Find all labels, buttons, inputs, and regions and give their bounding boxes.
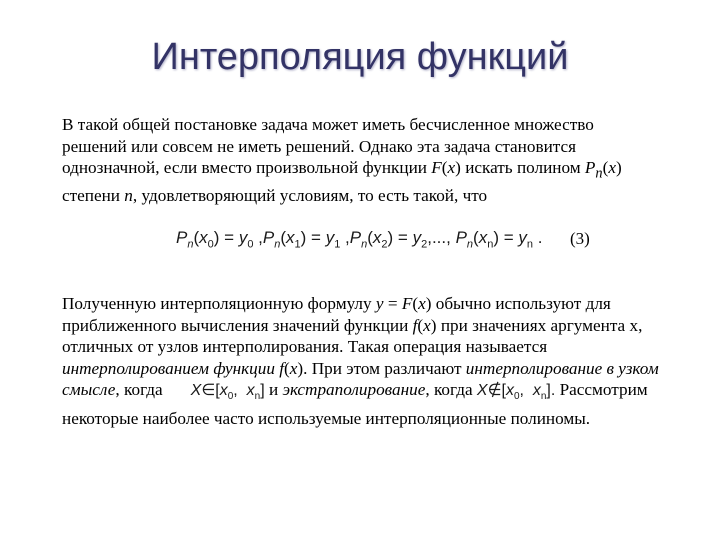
symbol-x: x <box>289 358 298 378</box>
math-x-in-interval: $X\in[x_0$, $x_n$] <box>190 382 265 403</box>
text: ) при значениях аргумента х, отличных от узлов интерполирования. Такая операция называется <box>62 315 643 356</box>
term-function-interpolation: интерполированием функции <box>62 358 280 378</box>
paragraph-usage <box>62 293 662 429</box>
interpolation-conditions-formula: $P_n(x_0) = y_0$ $,P_n(x_1) = y_1$ $,P_n(x_2) = y_2$,..., $P_n(x_n) = y_n$ . <box>176 228 543 251</box>
symbol-y: y <box>375 294 384 313</box>
text: ) степени <box>62 158 622 205</box>
symbol-F: F <box>401 294 413 313</box>
text: = <box>383 294 402 313</box>
symbol-f: f <box>412 315 418 335</box>
text: ) искать полином <box>455 158 585 177</box>
symbol-f: f <box>279 358 284 378</box>
equation-number: (3) <box>570 229 590 248</box>
text: В такой общей постановке задача может иметь бесчисленное множество решений или совсем не иметь решений. Однако эта задача становится однозначной, если вместо произвольной функции <box>62 115 594 177</box>
text: , когда <box>425 380 477 399</box>
math-x-not-in-interval: $X\notin[x_0$, $x_n$]. <box>476 382 556 403</box>
text: ( <box>417 315 424 335</box>
symbol-F: F <box>431 158 442 177</box>
text: ( <box>602 158 609 177</box>
text: и <box>264 380 283 399</box>
text: , удовлетворяющий условиям, то есть такой, что <box>132 185 488 205</box>
text: , когда <box>115 380 163 399</box>
symbol-P: P <box>584 158 596 177</box>
paragraph-intro <box>62 114 662 206</box>
symbol-n: n <box>124 185 133 205</box>
text: ( <box>284 358 290 378</box>
term-narrow-interpolation: интерполирование в узком смысле <box>62 358 659 399</box>
symbol-x: x <box>447 158 456 177</box>
text: ). При этом различают <box>297 358 466 378</box>
text: Полученную интерполяционную формулу <box>62 294 376 313</box>
symbol-x: x <box>418 294 426 313</box>
symbol-x: x <box>608 158 616 177</box>
text: Рассмотрим некоторые наиболее часто используемые интерполяционные полиномы. <box>62 380 648 428</box>
text: ( <box>441 158 448 177</box>
subscript-n: n <box>595 165 603 182</box>
text: ) обычно используют для приближенного вычисления значений функции <box>62 294 611 335</box>
symbol-x: x <box>423 315 431 335</box>
term-extrapolation: экстраполирование <box>282 380 426 399</box>
text: ( <box>412 294 419 313</box>
slide-title: Интерполяция функций <box>151 36 569 78</box>
